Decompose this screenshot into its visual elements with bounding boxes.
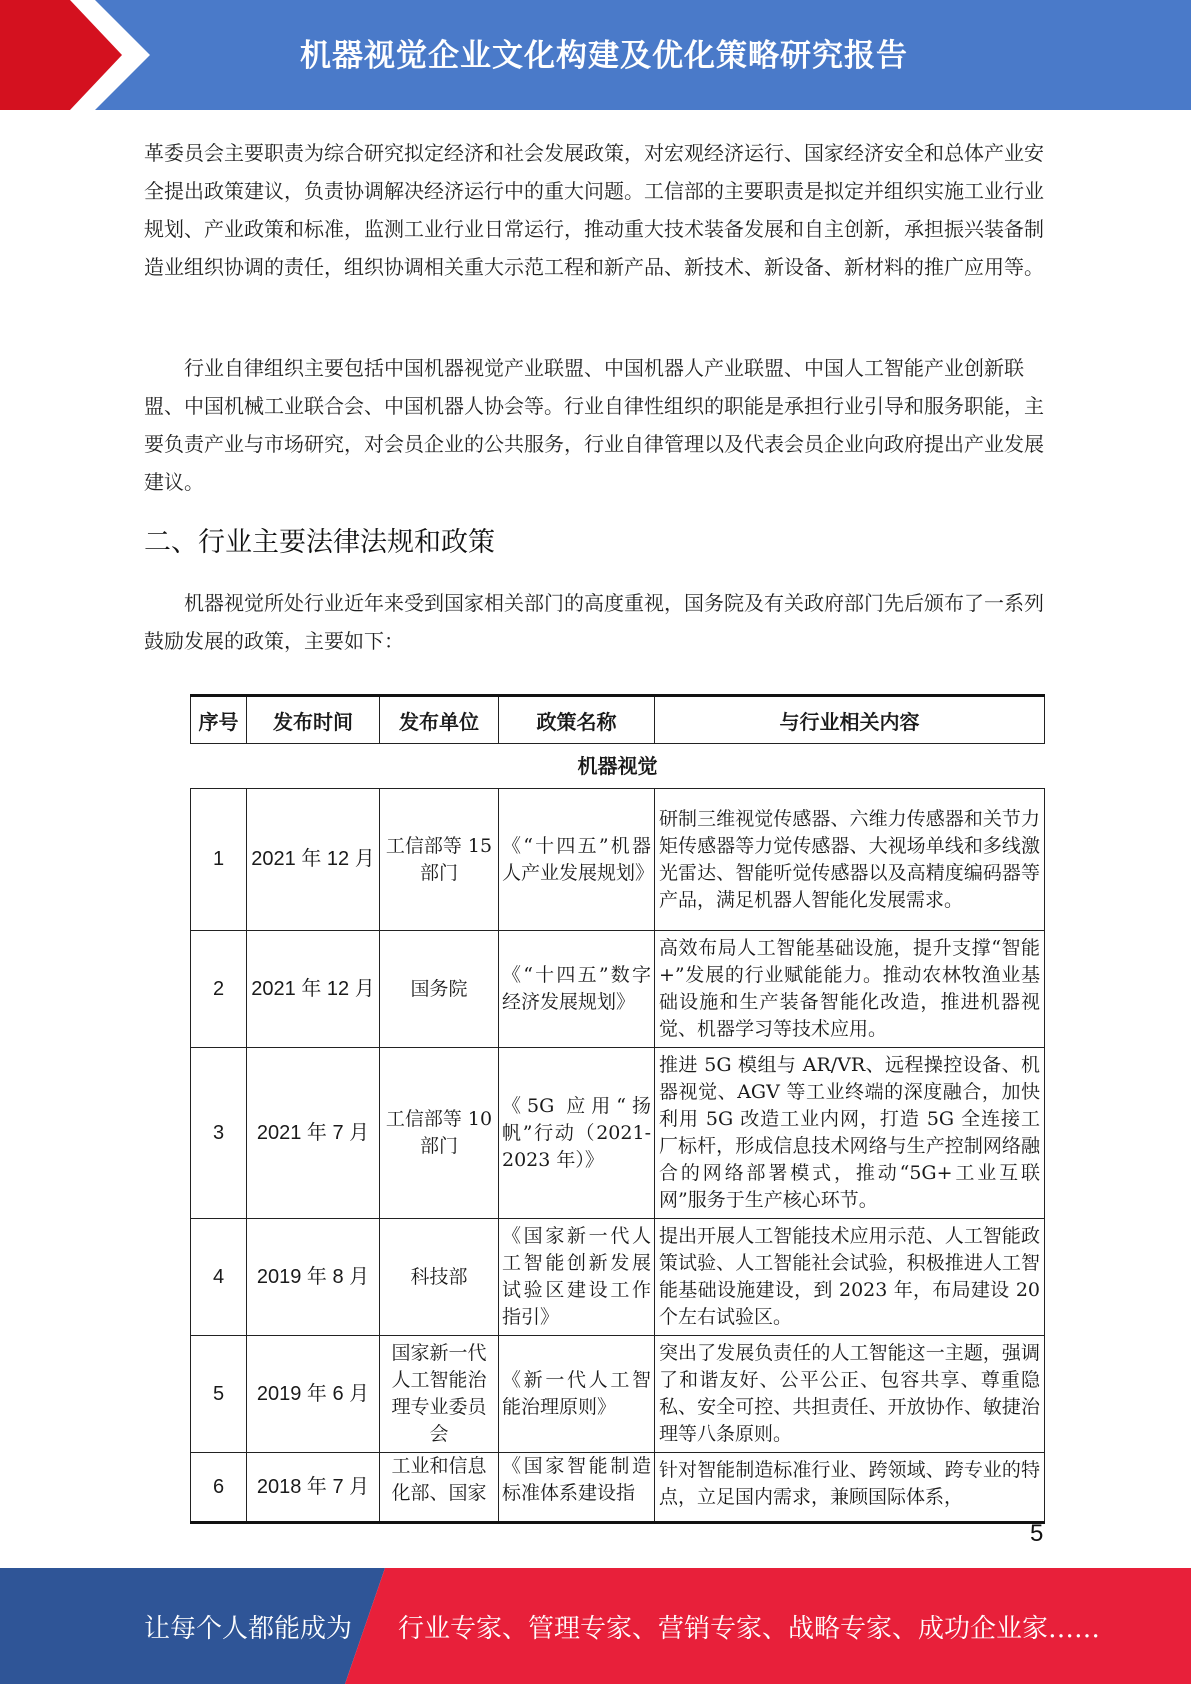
row-date: 2021 年 12 月 bbox=[247, 789, 380, 931]
table-header-row bbox=[191, 696, 1045, 744]
row-no: 3 bbox=[191, 1048, 247, 1219]
row-no: 4 bbox=[191, 1219, 247, 1336]
row-policy-name: 《“十四五”机器人产业发展规划》 bbox=[499, 789, 655, 931]
row-date: 2019 年 8 月 bbox=[247, 1219, 380, 1336]
table-row bbox=[191, 1453, 1045, 1523]
table-group-row bbox=[191, 744, 1045, 789]
row-content: 提出开展人工智能技术应用示范、人工智能政策试验、人工智能社会试验，积极推进人工智能基础设施建设，到 2023 年，布局建设 20 个左右试验区。 bbox=[655, 1219, 1045, 1336]
row-policy-name: 《国家新一代人工智能创新发展试验区建设工作指引》 bbox=[499, 1219, 655, 1336]
page-number: 5 bbox=[1030, 1520, 1044, 1547]
row-unit: 工信部等 10 部门 bbox=[380, 1048, 499, 1219]
group-label: 机器视觉 bbox=[191, 744, 1045, 789]
row-content: 高效布局人工智能基础设施，提升支撑“智能+”发展的行业赋能能力。推动农林牧渔业基础设施和生产装备智能化改造，推进机器视觉、机器学习等技术应用。 bbox=[655, 931, 1045, 1048]
section-heading: 二、行业主要法律法规和政策 bbox=[144, 527, 495, 558]
row-unit: 工业和信息化部、国家 bbox=[380, 1453, 499, 1523]
row-no: 5 bbox=[191, 1336, 247, 1453]
paragraph-3: 机器视觉所处行业近年来受到国家相关部门的高度重视，国务院及有关政府部门先后颁布了一系列鼓励发展的政策，主要如下： bbox=[144, 591, 1044, 653]
table-row bbox=[191, 931, 1045, 1048]
row-policy-name: 《“十四五”数字经济发展规划》 bbox=[499, 931, 655, 1048]
row-policy-name: 《新一代人工智能治理原则》 bbox=[499, 1336, 655, 1453]
row-no: 2 bbox=[191, 931, 247, 1048]
table-row bbox=[191, 1048, 1045, 1219]
row-unit: 工信部等 15 部门 bbox=[380, 789, 499, 931]
header-content: 与行业相关内容 bbox=[655, 696, 1045, 744]
row-date: 2021 年 7 月 bbox=[247, 1048, 380, 1219]
row-no: 1 bbox=[191, 789, 247, 931]
header-no: 序号 bbox=[191, 696, 247, 744]
header-date: 发布时间 bbox=[247, 696, 380, 744]
row-policy-name: 《国家智能制造标准体系建设指 bbox=[499, 1453, 655, 1523]
row-date: 2021 年 12 月 bbox=[247, 931, 380, 1048]
footer-banner bbox=[0, 1568, 1191, 1684]
row-unit: 科技部 bbox=[380, 1219, 499, 1336]
table-row bbox=[191, 1336, 1045, 1453]
row-content: 推进 5G 模组与 AR/VR、远程操控设备、机器视觉、AGV 等工业终端的深度融合，加快利用 5G 改造工业内网，打造 5G 全连接工厂标杆，形成信息技术网络与生产控制网络融合的网络部署模式，推动“5G+工业互联网”服务于生产核心环节。 bbox=[655, 1048, 1045, 1219]
paragraph-1: 革委员会主要职责为综合研究拟定经济和社会发展政策，对宏观经济运行、国家经济安全和总体产业安全提出政策建议，负责协调解决经济运行中的重大问题。工信部的主要职责是拟定并组织实施工业行业规划、产业政策和标准，监测工业行业日常运行，推动重大技术装备发展和自主创新，承担振兴装备制造业组织协调的责任，组织协调相关重大示范工程和新产品、新技术、新设备、新材料的推广应用等。 bbox=[144, 141, 1044, 279]
footer-slogan-left: 让每个人都能成为 bbox=[144, 1614, 353, 1644]
header-unit: 发布单位 bbox=[380, 696, 499, 744]
row-content: 针对智能制造标准行业、跨领域、跨专业的特点，立足国内需求，兼顾国际体系， bbox=[655, 1453, 1045, 1523]
row-no: 6 bbox=[191, 1453, 247, 1523]
header-banner bbox=[0, 0, 1191, 110]
row-policy-name: 《5G 应用“扬帆”行动（2021-2023 年）》 bbox=[499, 1048, 655, 1219]
paragraph-2: 行业自律组织主要包括中国机器视觉产业联盟、中国机器人产业联盟、中国人工智能产业创新联盟、中国机械工业联合会、中国机器人协会等。行业自律性组织的职能是承担行业引导和服务职能，主要负责产业与市场研究，对会员企业的公共服务，行业自律管理以及代表会员企业向政府提出产业发展建议。 bbox=[144, 356, 1044, 494]
header-title: 机器视觉企业文化构建及优化策略研究报告 bbox=[300, 38, 908, 74]
row-content: 研制三维视觉传感器、六维力传感器和关节力矩传感器等力觉传感器、大视场单线和多线激光雷达、智能听觉传感器以及高精度编码器等产品，满足机器人智能化发展需求。 bbox=[655, 789, 1045, 931]
row-content: 突出了发展负责任的人工智能这一主题，强调了和谐友好、公平公正、包容共享、尊重隐私、安全可控、共担责任、开放协作、敏捷治理等八条原则。 bbox=[655, 1336, 1045, 1453]
row-date: 2019 年 6 月 bbox=[247, 1336, 380, 1453]
row-date: 2018 年 7 月 bbox=[247, 1453, 380, 1523]
footer-slogan-right: 行业专家、管理专家、营销专家、战略专家、成功企业家…… bbox=[398, 1614, 1101, 1644]
row-unit: 国家新一代人工智能治理专业委员会 bbox=[380, 1336, 499, 1453]
header-name: 政策名称 bbox=[499, 696, 655, 744]
table-row bbox=[191, 789, 1045, 931]
table-row bbox=[191, 1219, 1045, 1336]
row-unit: 国务院 bbox=[380, 931, 499, 1048]
policy-table bbox=[190, 694, 1045, 1524]
